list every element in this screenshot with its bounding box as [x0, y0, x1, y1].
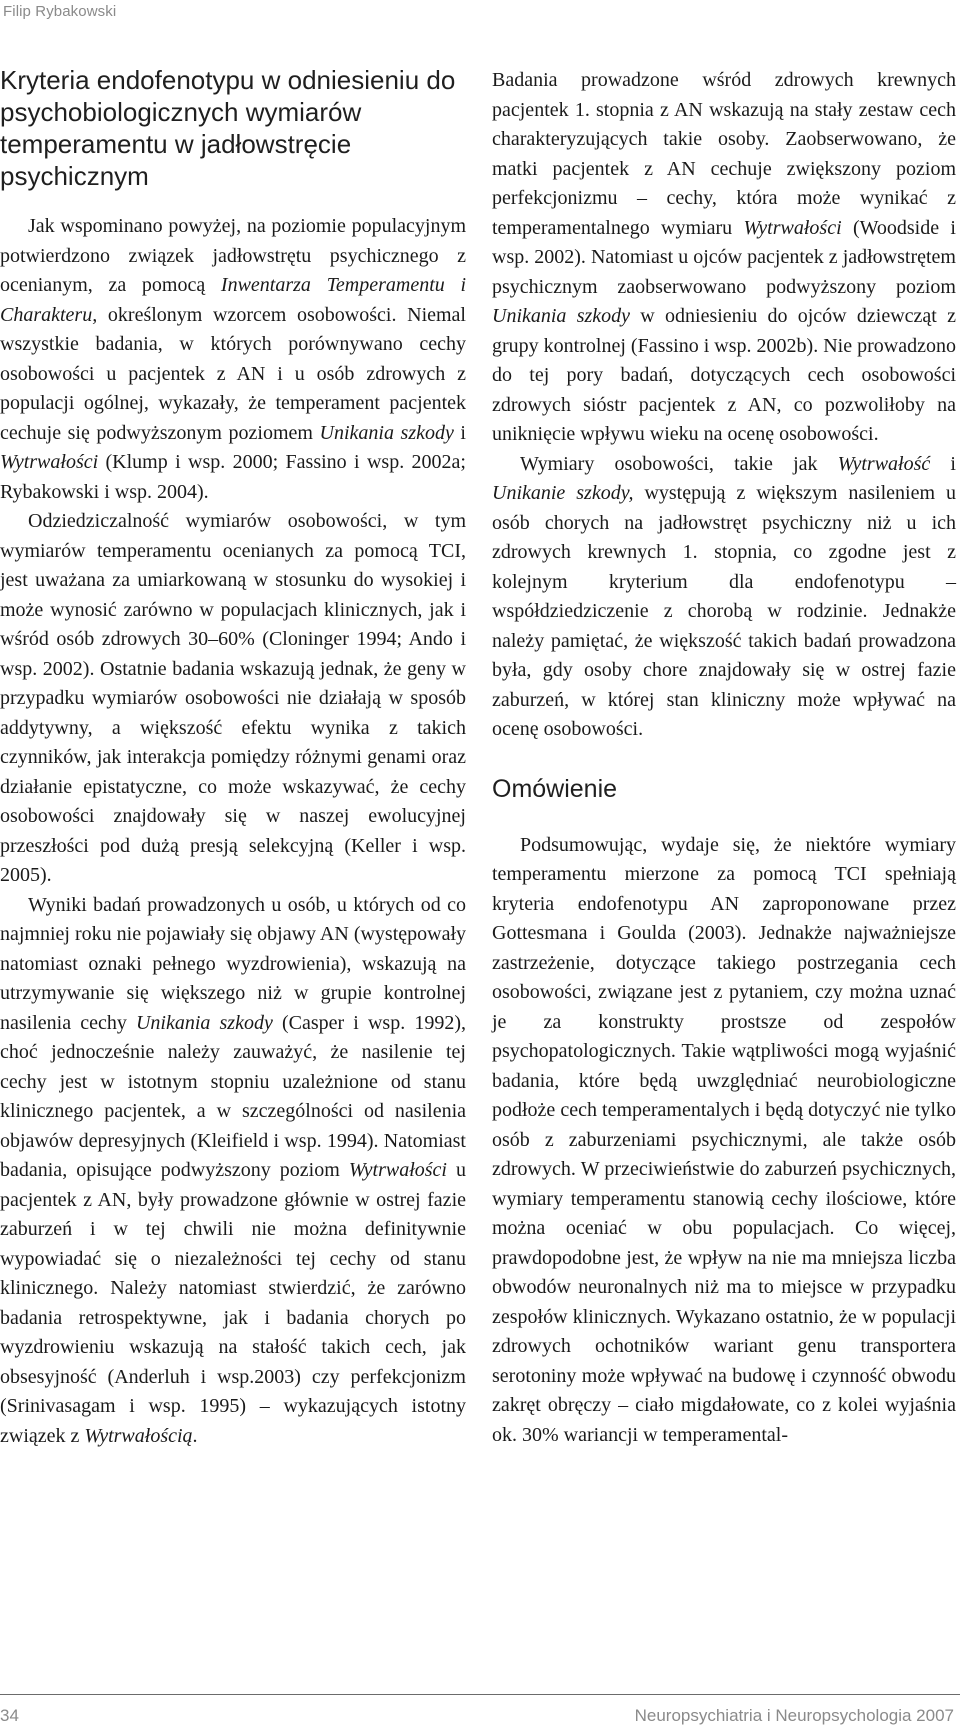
paragraph	[0, 212, 466, 507]
text-run: (Klump i wsp. 2000; Fassino i wsp. 2002a; Rybakowski i wsp. 2004).	[0, 451, 466, 503]
italic-term: Wytrwałością	[84, 1424, 193, 1447]
text-run: określonym wzorcem osobowości. Niemal wszystkie badania, w których porównywano cechy osobowości u pacjentek z AN i u osób zdrowych z populacji ogólnej, wykazały, że temperament pacjentek cechuje się podwyższonym poziomem	[0, 303, 466, 444]
paragraph	[492, 450, 956, 745]
italic-term: Unikania szkody	[135, 1011, 273, 1034]
text-run: i	[453, 421, 466, 444]
text-run: Jak wspominano powyżej, na poziomie populacyjnym potwierdzono związek jadłowstrętu psychicznego z ocenianym, za pomocą	[0, 215, 466, 296]
text-run: Wyniki badań prowadzonych u osób, u których od co najmniej roku nie pojawiały się objawy AN (występowały natomiast oznaki pełnego wyzdrowienia), wskazują na utrzymywanie się większego niż w grupie kontrolnej nasilenia cechy	[0, 893, 467, 1034]
italic-term: Wytrwałość	[837, 452, 931, 475]
italic-term: Unikania szkody	[319, 421, 454, 444]
italic-term: Wytrwałości	[743, 216, 842, 239]
text-run: Badania prowadzone wśród zdrowych krewnych pacjentek 1. stopnia z AN wskazują na stały zestaw cech charakteryzujących takie osoby. Zaobserwowano, że matki pacjentek z AN cechuje zwiększony poziom perfekcjonizmu – cechy, która może wynikać z temperamentalnego wymiaru	[492, 69, 956, 239]
italic-term: Inwentarza Temperamentu i Charakteru,	[0, 274, 467, 326]
right-column	[492, 66, 956, 1450]
paragraph	[492, 66, 956, 450]
page-number: 34	[0, 1706, 19, 1725]
italic-term: Wytrwałości	[348, 1159, 447, 1181]
italic-term: Wytrwałości	[0, 451, 99, 473]
text-run: występują z większym nasileniem u osób chorych na jadłowstręt psychiczny niż u ich zdrowych krewnych 1. stopnia, co zgodne jest z kolejnym kryterium dla endofenotypu – współdziedziczenie z chorobą w rodzinie. Jednakże należy pamiętać, że większość takich badań prowadzona była, gdy osoby chore znajdowały się w ostrej fazie zaburzeń, w której stan kliniczny może wpływać na ocenę osobowości.	[492, 482, 956, 740]
journal-name: Neuropsychiatria i Neuropsychologia 2007	[634, 1706, 954, 1725]
paragraph: Podsumowując, wydaje się, że niektóre wymiary temperamentu mierzone za pomocą TCI spełniają kryteria endofenotypu AN zaproponowane przez Gottesmana i Goulda (2003). Jednakże najważniejsze zastrzeżenie, dotyczące takiego postrzegania cech osobowości, związane jest z pytaniem, czy można uznać je za konstrukty prostsze od zespołów psychopatologicznych. Takie wątpliwości mogą wyjaśnić badania, które będą uwzględniać neurobiologiczne podłoże cech temperamentalych i będą dotyczyć nie tylko osób z zaburzeniami psychicznymi, ale także osób zdrowych. W przeciwieństwie do zaburzeń psychicznych, wymiary temperamentu stanowią cechy ilościowe, które można oceniać w obu populacjach. Co więcej, prawdopodobne jest, że wpływ na nie ma mniejsza liczba obwodów neuronalnych niż ma to miejsce w przypadku zespołów klinicznych. Wykazano ostatnio, że w populacji zdrowych ochotników wariant genu transportera serotoniny może wpływać na budowę i czynność obwodu zakręt obręczy – ciało migdałowate, co z kolei wyjaśnia ok. 30% wariancji w temperamental-	[492, 833, 956, 1446]
italic-term: Unikanie szkody,	[492, 482, 634, 504]
paragraph	[0, 891, 466, 1452]
italic-term: Unikania szkody	[492, 305, 631, 327]
text-run: (Casper i wsp. 1992), choć jednocześnie należy zauważyć, że nasilenie tej cechy jest w istotnym stopniu uzależnione od stanu klinicznego pacjentek, a w szczególności od nasilenia objawów depresyjnych (Kleifield i wsp. 1994). Natomiast badania, opisujące podwyższony poziom	[0, 1011, 466, 1181]
text-run: Wymiary osobowości, takie jak	[520, 452, 838, 475]
section-title: Kryteria endofenotypu w odniesieniu do psychobiologicznych wymiarów temperamentu w jadłowstręcie psychicznym	[0, 65, 456, 191]
paragraph: Odziedziczalność wymiarów osobowości, w tym wymiarów temperamentu ocenianych za pomocą TCI, jest uważana za umiarkowaną w stosunku do wysokiej i może wynosić zarówno w populacjach klinicznych, jak i wśród osób zdrowych 30–60% (Cloninger 1994; Ando i wsp. 2002). Ostatnie badania wskazują jednak, że geny w przypadku wymiarów osobowości nie działają w sposób addytywny, a większość efektu wynika z takich czynników, jak interakcja pomiędzy różnymi genami oraz działanie epistatyczne, co może wskazywać, że cechy osobowości znajdowały się w naszej ewolucyjnej przeszłości pod dużą presją selekcyjną (Keller i wsp. 2005).	[0, 510, 466, 886]
text-run: u pacjentek z AN, były prowadzone głównie w ostrej fazie zaburzeń i w tej chwili nie można definitywnie wypowiadać się o niezależności tej cechy od stanu klinicznego. Należy natomiast stwierdzić, że zarówno badania retrospektywne, jak i badania chorych po wyzdrowieniu wskazują na stałość takich cech, jak obsesyjność (Anderluh i wsp.2003) czy perfekcjonizm (Srinivasagam i wsp. 1995) – wykazujących istotny związek z	[0, 1159, 466, 1447]
footer-divider	[0, 1694, 960, 1695]
text-run: .	[192, 1424, 198, 1447]
text-run: w odniesieniu do ojców dziewcząt z grupy kontrolnej (Fassino i wsp. 2002b). Nie prowadzono do tej pory badań, dotyczących cech osobowości zdrowych sióstr pacjentek z AN, co pozwoliłoby na uniknięcie wpływu wieku na ocenę osobowości.	[492, 305, 956, 445]
text-run: (Woodside i wsp. 2002). Natomiast u ojców pacjentek z jadłowstrętem psychicznym zaobserwowano podwyższony poziom	[492, 216, 956, 298]
left-column	[0, 64, 466, 1451]
text-run: i	[930, 452, 956, 475]
section-heading: Omówienie	[492, 774, 618, 803]
running-head-author: Filip Rybakowski	[3, 3, 117, 20]
